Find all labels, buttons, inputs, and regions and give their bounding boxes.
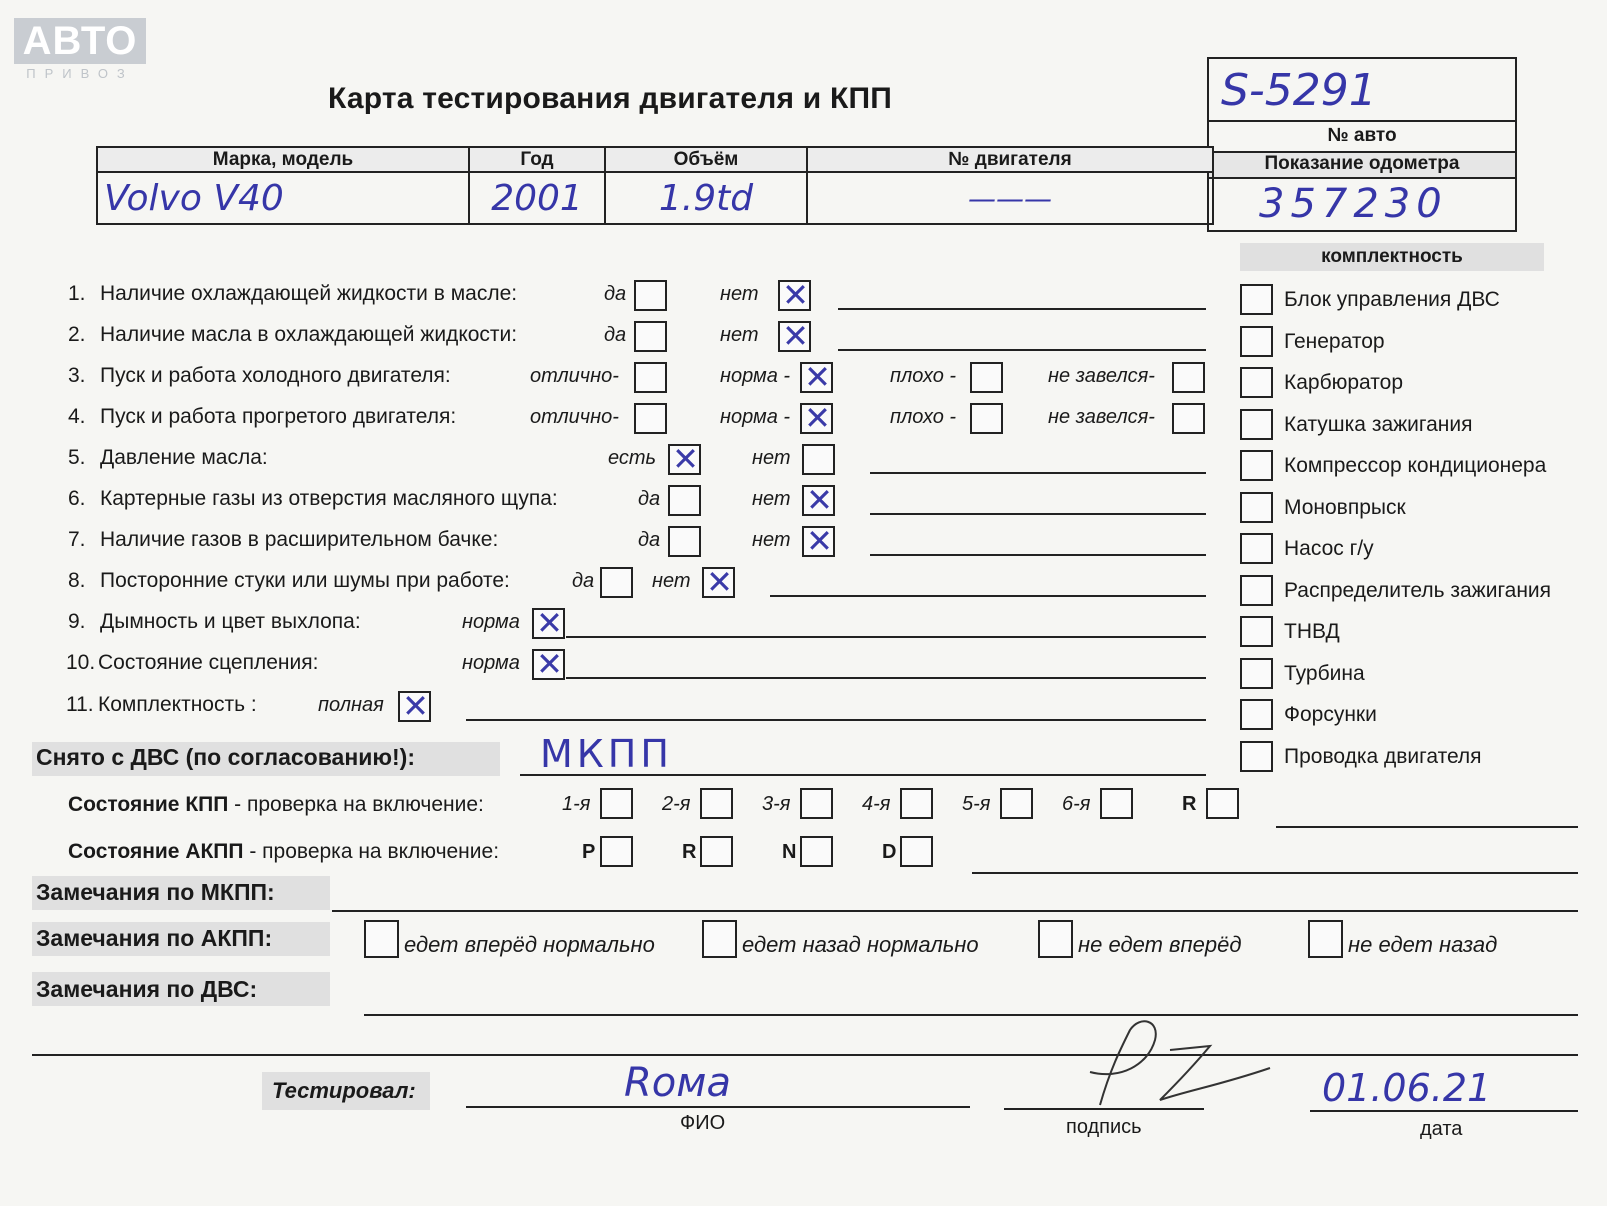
- option-label: не завелся-: [1048, 365, 1155, 387]
- removed-label: Снято с ДВС (по согласованию!):: [36, 744, 415, 770]
- odometer-value[interactable]: 357230: [1259, 181, 1448, 227]
- option-label: да: [572, 570, 595, 592]
- option-label: не завелся-: [1048, 406, 1155, 428]
- completeness-item: Форсунки: [1284, 703, 1377, 726]
- col-make-model: Марка, модель: [97, 147, 469, 172]
- check-mark-icon: ✕: [536, 604, 563, 642]
- item-label: Пуск и работа холодного двигателя:: [100, 364, 451, 387]
- notes-line: [838, 349, 1206, 351]
- date-label: дата: [1420, 1118, 1463, 1140]
- option-label: да: [638, 488, 661, 510]
- option-label: да: [638, 529, 661, 551]
- check-mark-icon: ✕: [804, 358, 831, 396]
- option-label: плохо -: [890, 406, 957, 428]
- notes-line: [870, 472, 1206, 474]
- volume-value[interactable]: 1.9td: [605, 172, 807, 224]
- kpp-gear-checkbox[interactable]: [700, 788, 733, 819]
- option-label: да: [604, 283, 627, 305]
- akpp-gear-checkbox[interactable]: [800, 836, 833, 867]
- notes-line: [466, 719, 1206, 721]
- item-number: 10.: [66, 651, 96, 674]
- completeness-item: Моновпрыск: [1284, 495, 1406, 519]
- notes-line: [770, 595, 1206, 597]
- notes-line: [870, 554, 1206, 556]
- akpp-gear-checkbox[interactable]: [900, 836, 933, 867]
- check-mark-icon: ✕: [672, 440, 699, 478]
- item-label: Комплектность :: [98, 693, 257, 716]
- page-title: Карта тестирования двигателя и КПП: [328, 82, 892, 115]
- make-model-value[interactable]: Volvo V40: [97, 172, 469, 224]
- option-label: плохо -: [890, 365, 957, 387]
- completeness-checkbox[interactable]: [1240, 450, 1273, 481]
- col-engine-no: № двигателя: [807, 147, 1213, 172]
- completeness-item: Генератор: [1284, 329, 1385, 353]
- item-number: 9.: [68, 610, 86, 633]
- option-checkbox[interactable]: [802, 444, 835, 475]
- option-checkbox[interactable]: [634, 321, 667, 352]
- option-checkbox[interactable]: [970, 403, 1003, 434]
- check-mark-icon: ✕: [782, 276, 809, 314]
- kpp-gear-checkbox[interactable]: [600, 788, 633, 819]
- completeness-item: Блок управления ДВС: [1284, 288, 1500, 311]
- option-checkbox[interactable]: [532, 604, 565, 642]
- item-label: Посторонние стуки или шумы при работе:: [100, 569, 510, 592]
- item-number: 2.: [68, 323, 86, 346]
- check-mark-icon: ✕: [806, 481, 833, 519]
- option-label: норма: [462, 611, 520, 633]
- kpp-gear-label: 5-я: [962, 793, 991, 815]
- remarks-mkpp-label: Замечания по МКПП:: [36, 879, 275, 905]
- akpp-gear-label: R: [682, 841, 697, 863]
- car-info-box: [1207, 57, 1517, 232]
- option-checkbox[interactable]: [800, 399, 833, 437]
- item-label: Дымность и цвет выхлопа:: [100, 610, 361, 633]
- option-checkbox[interactable]: [1172, 403, 1205, 434]
- removed-value[interactable]: МКПП: [540, 732, 673, 776]
- option-checkbox[interactable]: [1172, 362, 1205, 393]
- check-mark-icon: ✕: [804, 399, 831, 437]
- completeness-checkbox[interactable]: [1240, 284, 1273, 315]
- option-checkbox[interactable]: [702, 563, 735, 601]
- tested-label: Тестировал:: [272, 1078, 416, 1103]
- option-checkbox[interactable]: [668, 485, 701, 516]
- check-mark-icon: ✕: [806, 522, 833, 560]
- option-checkbox[interactable]: [600, 567, 633, 598]
- item-label: Наличие газов в расширительном бачке:: [100, 528, 499, 551]
- option-checkbox[interactable]: [634, 362, 667, 393]
- tester-name[interactable]: Roмa: [624, 1060, 731, 1106]
- kpp-gear-checkbox[interactable]: [900, 788, 933, 819]
- completeness-checkbox[interactable]: [1240, 409, 1273, 440]
- completeness-checkbox[interactable]: [1240, 616, 1273, 647]
- col-volume: Объём: [605, 147, 807, 172]
- check-mark-icon: ✕: [536, 645, 563, 683]
- engine-no-value[interactable]: ———: [807, 172, 1213, 224]
- item-label: Картерные газы из отверстия масляного щупа:: [100, 487, 558, 510]
- item-number: 4.: [68, 405, 86, 428]
- completeness-item: Проводка двигателя: [1284, 744, 1482, 768]
- logo: АВТО: [14, 18, 146, 64]
- completeness-checkbox[interactable]: [1240, 658, 1273, 689]
- signature-mark: [1060, 1010, 1280, 1120]
- completeness-checkbox[interactable]: [1240, 699, 1273, 730]
- option-label: нет: [752, 447, 791, 469]
- option-label: норма -: [720, 365, 791, 387]
- col-year: Год: [469, 147, 605, 172]
- akpp-gear-checkbox[interactable]: [700, 836, 733, 867]
- completeness-checkbox[interactable]: [1240, 492, 1273, 523]
- option-checkbox[interactable]: [802, 522, 835, 560]
- item-label: Наличие охлаждающей жидкости в масле:: [100, 282, 518, 305]
- akpp-label: Состояние АКПП - проверка на включение:: [68, 840, 500, 863]
- completeness-item: Карбюратор: [1284, 371, 1404, 394]
- completeness-item: Насос г/у: [1284, 537, 1374, 560]
- option-checkbox[interactable]: [802, 481, 835, 519]
- completeness-item: ТНВД: [1284, 620, 1340, 643]
- fio-label: ФИО: [680, 1112, 726, 1134]
- item-label: Состояние сцепления:: [98, 651, 319, 674]
- item-number: 5.: [68, 446, 86, 469]
- completeness-item: Катушка зажигания: [1284, 412, 1473, 436]
- option-checkbox[interactable]: [668, 440, 701, 478]
- kpp-gear-label: 3-я: [762, 793, 791, 815]
- option-label: нет: [752, 529, 791, 551]
- kpp-gear-label: 1-я: [562, 793, 591, 815]
- notes-line: [870, 513, 1206, 515]
- completeness-item: Распределитель зажигания: [1284, 578, 1552, 602]
- option-label: нет: [720, 283, 759, 305]
- option-checkbox[interactable]: [970, 362, 1003, 393]
- akpp-remark-checkbox[interactable]: [1038, 920, 1073, 958]
- akpp-gear-label: D: [882, 841, 897, 863]
- option-label: отлично-: [530, 406, 619, 428]
- car-number-value[interactable]: S-5291: [1221, 65, 1377, 116]
- year-value[interactable]: 2001: [469, 172, 605, 224]
- vehicle-table: [96, 146, 1214, 225]
- option-label: нет: [752, 488, 791, 510]
- option-label: норма -: [720, 406, 791, 428]
- completeness-checkbox[interactable]: [1240, 575, 1273, 606]
- option-label: нет: [652, 570, 691, 592]
- item-label: Давление масла:: [100, 446, 268, 469]
- completeness-checkbox[interactable]: [1240, 741, 1273, 772]
- item-number: 3.: [68, 364, 86, 387]
- akpp-gear-label: P: [582, 841, 596, 863]
- logo-subtitle: ПРИВОЗ: [26, 66, 134, 81]
- item-label: Пуск и работа прогретого двигателя:: [100, 405, 457, 428]
- akpp-remark-checkbox[interactable]: [1308, 920, 1343, 958]
- option-checkbox[interactable]: [668, 526, 701, 557]
- test-date[interactable]: 01.06.21: [1322, 1066, 1492, 1110]
- akpp-remark-label: едет вперёд нормально: [404, 932, 655, 957]
- item-number: 6.: [68, 487, 86, 510]
- kpp-gear-checkbox[interactable]: [1000, 788, 1033, 819]
- option-label: полная: [318, 694, 384, 716]
- kpp-gear-checkbox[interactable]: [1206, 788, 1239, 819]
- completeness-item: Компрессор кондиционера: [1284, 454, 1547, 477]
- car-number-label: № авто: [1327, 125, 1397, 146]
- kpp-gear-checkbox[interactable]: [800, 788, 833, 819]
- item-label: Наличие масла в охлаждающей жидкости:: [100, 323, 518, 346]
- completeness-checkbox[interactable]: [1240, 533, 1273, 564]
- item-number: 1.: [68, 282, 86, 305]
- option-label: есть: [608, 447, 657, 469]
- akpp-remark-label: не едет вперёд: [1078, 932, 1242, 957]
- option-label: да: [604, 324, 627, 346]
- kpp-label: Состояние КПП - проверка на включение:: [68, 793, 484, 816]
- option-label: нет: [720, 324, 759, 346]
- completeness-item: Турбина: [1284, 661, 1365, 685]
- akpp-gear-checkbox[interactable]: [600, 836, 633, 867]
- kpp-gear-checkbox[interactable]: [1100, 788, 1133, 819]
- item-number: 8.: [68, 569, 86, 592]
- akpp-remark-label: не едет назад: [1348, 932, 1498, 957]
- completeness-checkbox[interactable]: [1240, 326, 1273, 357]
- item-number: 7.: [68, 528, 86, 551]
- option-label: отлично-: [530, 365, 619, 387]
- notes-line: [566, 677, 1206, 679]
- option-checkbox[interactable]: [634, 280, 667, 311]
- option-checkbox[interactable]: [800, 358, 833, 396]
- kpp-gear-label: 6-я: [1062, 793, 1091, 815]
- option-checkbox[interactable]: [778, 276, 811, 314]
- remarks-akpp-label: Замечания по АКПП:: [36, 925, 273, 951]
- option-checkbox[interactable]: [532, 645, 565, 683]
- akpp-gear-label: N: [782, 841, 797, 863]
- notes-line: [566, 636, 1206, 638]
- check-mark-icon: ✕: [706, 563, 733, 601]
- notes-line: [838, 308, 1206, 310]
- signature-label: подпись: [1066, 1116, 1142, 1138]
- akpp-remark-label: едет назад нормально: [742, 932, 979, 957]
- kpp-gear-label: R: [1182, 793, 1197, 815]
- completeness-title: комплектность: [1240, 243, 1544, 271]
- item-number: 11.: [66, 693, 94, 716]
- option-checkbox[interactable]: [634, 403, 667, 434]
- akpp-remark-checkbox[interactable]: [364, 920, 399, 958]
- kpp-gear-label: 4-я: [862, 793, 891, 815]
- remarks-dvs-label: Замечания по ДВС:: [36, 976, 258, 1002]
- akpp-remark-checkbox[interactable]: [702, 920, 737, 958]
- odometer-label: Показание одометра: [1209, 153, 1515, 177]
- check-mark-icon: ✕: [402, 687, 429, 725]
- option-checkbox[interactable]: [398, 687, 431, 725]
- check-mark-icon: ✕: [782, 317, 809, 355]
- option-checkbox[interactable]: [778, 317, 811, 355]
- option-label: норма: [462, 652, 520, 674]
- kpp-gear-label: 2-я: [662, 793, 691, 815]
- completeness-checkbox[interactable]: [1240, 367, 1273, 398]
